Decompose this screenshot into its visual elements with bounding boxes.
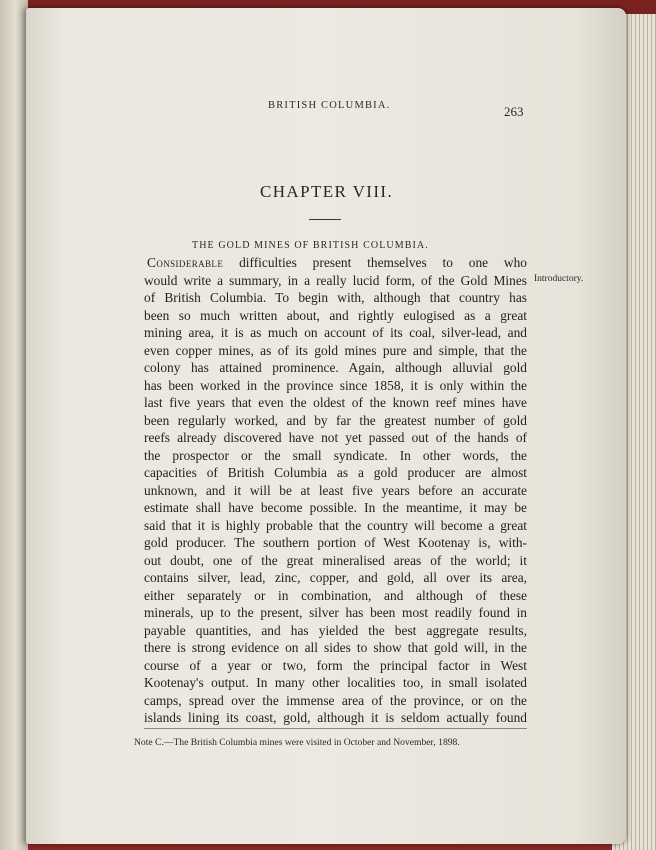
footnote-rule xyxy=(144,728,527,729)
section-title: THE GOLD MINES OF BRITISH COLUMBIA. xyxy=(192,240,429,251)
chapter-rule xyxy=(309,219,341,220)
body-line: even copper mines, as of its gold mines pure and simple, that the xyxy=(144,342,527,358)
body-line: islands lining its coast, gold, although it is seldom actually found xyxy=(144,710,527,725)
body-line: colony has attained prominence. Again, although alluvial gold xyxy=(144,360,527,375)
book-page xyxy=(26,8,626,844)
body-line: course of a year or two, form the principal factor in West xyxy=(144,657,527,673)
footnote: Note C.—The British Columbia mines were visited in October and November, 1898. xyxy=(134,737,460,748)
body-line: the prospector or the small syndicate. In other words, the xyxy=(144,447,527,463)
body-line: has been worked in the province since 1858, it is only within the xyxy=(144,377,527,393)
first-line-rest: difficulties present themselves to one who xyxy=(223,255,527,270)
body-line: capacities of British Columbia as a gold producer are almost xyxy=(144,465,527,480)
body-line: there is strong evidence on all sides to show that gold will, in the xyxy=(144,640,527,655)
body-line: of British Columbia. To begin with, although that country has xyxy=(144,290,527,305)
marginal-note: Introductory. xyxy=(534,274,584,284)
body-line: either separately or in combination, and although of these xyxy=(144,587,527,603)
body-line: camps, spread over the immense area of the province, or on the xyxy=(144,692,527,708)
body-text xyxy=(144,254,527,727)
body-line: estimate shall have become possible. In the meantime, it may be xyxy=(144,500,527,515)
chapter-title: CHAPTER VIII. xyxy=(260,182,394,201)
opening-word: Considerable xyxy=(147,255,224,270)
body-line xyxy=(144,254,527,272)
page-number: 263 xyxy=(504,104,524,119)
body-line: last five years that even the oldest of the known reef mines have xyxy=(144,395,527,410)
body-line: gold producer. The southern portion of West Kootenay is, with- xyxy=(144,535,527,550)
running-head: BRITISH COLUMBIA. xyxy=(268,100,391,111)
body-line: been so much written about, and rightly eulogised as a great xyxy=(144,307,527,323)
body-line: payable quantities, and has yielded the best aggregate results, xyxy=(144,622,527,638)
body-line: out doubt, one of the great mineralised areas of the world; it xyxy=(144,552,527,568)
body-line: minerals, up to the present, silver has been most readily found in xyxy=(144,605,527,620)
body-line: Kootenay's output. In many other localities too, in small isolated xyxy=(144,675,527,690)
facing-page-edge xyxy=(0,0,28,850)
body-line: said that it is highly probable that the country will become a great xyxy=(144,517,527,533)
body-line: reefs already discovered have not yet passed out of the hands of xyxy=(144,430,527,445)
body-line: mining area, it is as much on account of its coal, silver-lead, and xyxy=(144,325,527,340)
body-line: been regularly worked, and by far the greatest number of gold xyxy=(144,412,527,428)
body-line: contains silver, lead, zinc, copper, and gold, all over its area, xyxy=(144,570,527,585)
body-line: unknown, and it will be at least five years before an accurate xyxy=(144,482,527,498)
body-line: would write a summary, in a really lucid form, of the Gold Mines xyxy=(144,272,527,288)
